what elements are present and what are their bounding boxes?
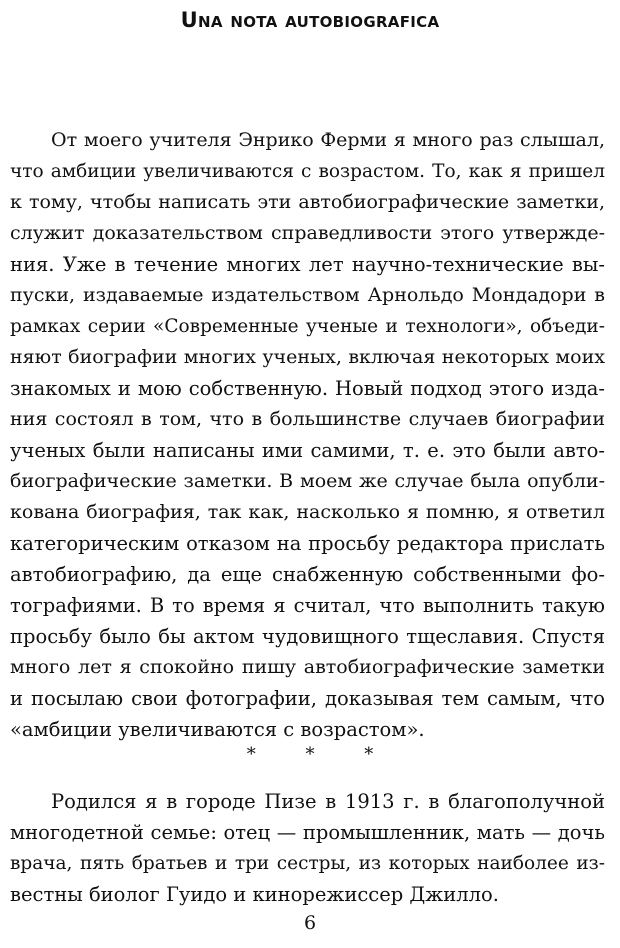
text-line: вестны биолог Гуидо и кинорежиссер Джилло. bbox=[10, 883, 499, 906]
text-line: автобиографию, да еще снабженную собственными фо- bbox=[10, 563, 605, 586]
text-line: много лет я спокойно пишу автобиографические заметки bbox=[10, 656, 605, 678]
text-line: рамках серии «Современные ученые и технологи», объеди- bbox=[10, 316, 605, 337]
text-line: няют биографии многих ученых, включая некоторых моих bbox=[10, 346, 605, 368]
page-number: 6 bbox=[303, 912, 317, 934]
text-line: биографические заметки. В моем же случае была опубли- bbox=[10, 470, 605, 492]
text-line: кована биография, так как, насколько я помню, я ответил bbox=[10, 501, 605, 523]
paragraph-1 bbox=[10, 125, 605, 745]
chapter-heading: Una nota autobiografica bbox=[180, 8, 440, 32]
text-line: что амбиции увеличиваются с возрастом. То, как я пришел bbox=[10, 161, 605, 182]
text-line: категорическим отказом на просьбу редактора прислать bbox=[10, 532, 605, 555]
text-line: ния. Уже в течение многих лет научно-технические вы- bbox=[10, 253, 605, 276]
text-line: просьбу было бы актом чудовищного тщеславия. Спустя bbox=[10, 625, 605, 648]
text-line: к тому, чтобы написать эти автобиографические заметки, bbox=[10, 191, 605, 213]
text-line: ученых были написаны ими самими, т. е. это были авто- bbox=[10, 439, 605, 462]
text-line: пуски, издаваемые издательством Арнольдо Мондадори в bbox=[10, 284, 605, 306]
text-line: «амбиции увеличиваются с возрастом». bbox=[10, 718, 425, 741]
paragraph-2 bbox=[10, 786, 605, 910]
text-line: ния состоял в том, что в большинстве случаев биографии bbox=[10, 408, 605, 430]
text-line: От моего учителя Энрико Ферми я много раз слышал, bbox=[51, 129, 605, 151]
text-line: многодетной семье: отец — промышленник, мать — дочь bbox=[10, 821, 605, 844]
text-line: Родился я в городе Пизе в 1913 г. в благополучной bbox=[51, 790, 605, 813]
text-line: тографиями. В то время я считал, что выполнить такую bbox=[10, 594, 605, 617]
text-line: знакомых и мою собственную. Новый подход этого изда- bbox=[10, 377, 605, 400]
text-line: врача, пять братьев и три сестры, из которых наиболее из- bbox=[10, 853, 605, 874]
section-separator: * * * bbox=[246, 744, 396, 765]
text-line: служит доказательством справедливости этого утвержде- bbox=[10, 222, 605, 244]
text-line: и посылаю свои фотографии, доказывая тем самым, что bbox=[10, 687, 605, 710]
